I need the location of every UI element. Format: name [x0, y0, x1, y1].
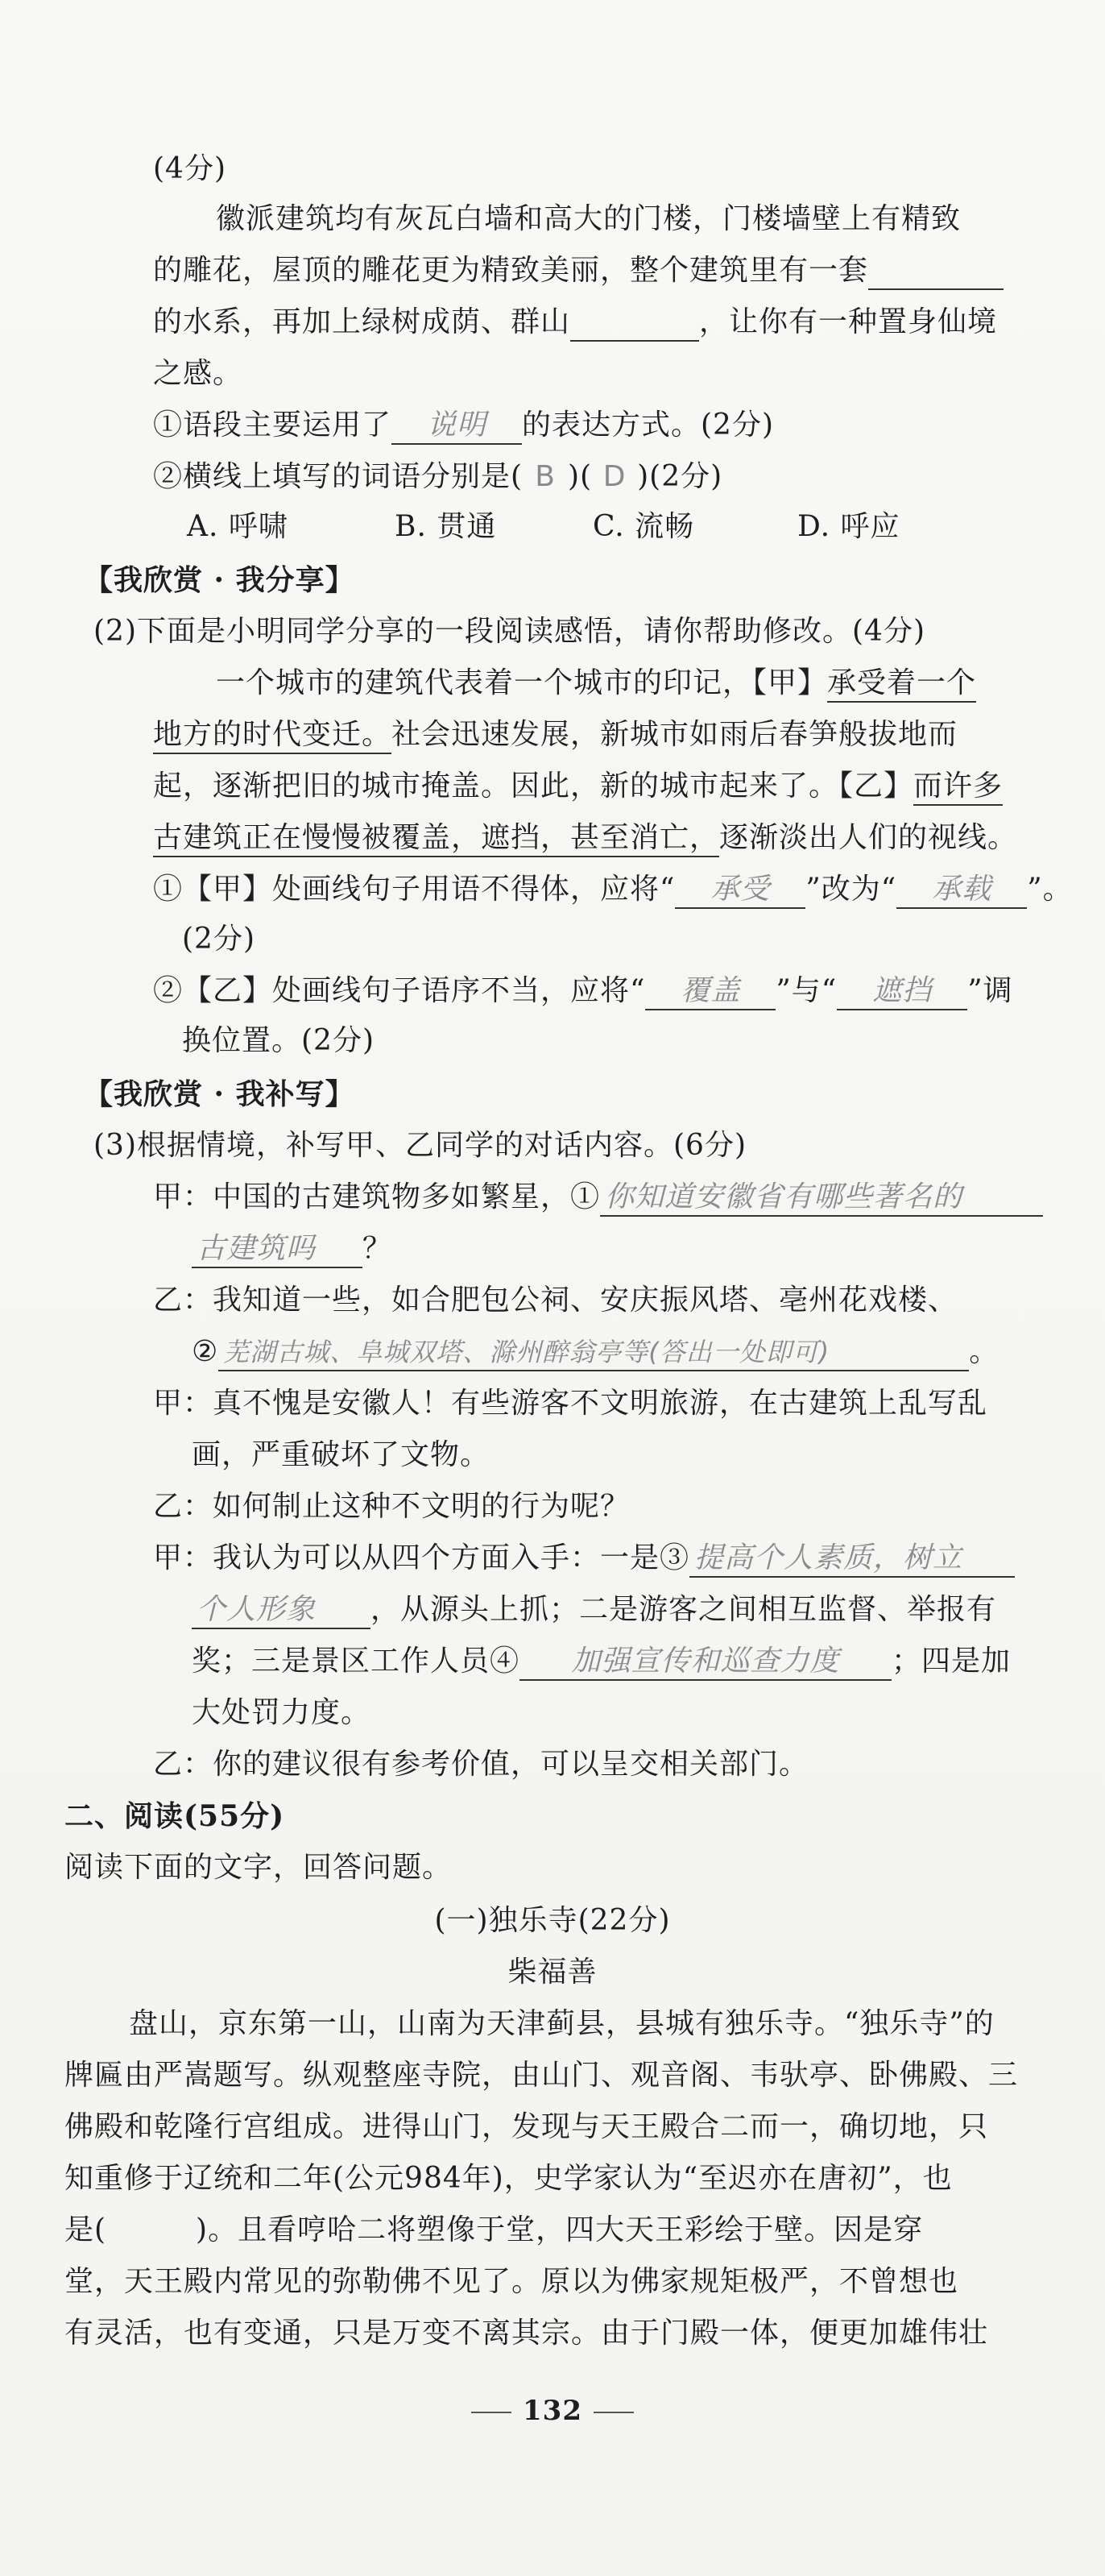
article-line-3: 佛殿和乾隆行宫组成。进得山门，发现与天王殿合二而一，确切地，只 — [64, 2110, 989, 2143]
article-line-2: 牌匾由严嵩题写。纵观整座寺院，由山门、观音阁、韦驮亭、卧佛殿、三 — [64, 2059, 1019, 2092]
option-d: D. 呼应 — [797, 510, 900, 543]
answer-swap-2[interactable]: 遮挡 — [837, 973, 967, 1010]
question-2: ②横线上填写的词语分别是( B )( D )(2分) — [153, 458, 722, 496]
answer-dialog-3b[interactable]: 个人形象 — [192, 1592, 370, 1629]
answer-replace-from[interactable]: 承受 — [675, 872, 805, 909]
passage-line-1: 徽派建筑均有灰瓦白墙和高大的门楼，门楼墙壁上有精致 — [216, 202, 962, 235]
answer-dialog-2[interactable]: 芜湖古城、阜城双塔、滁州醉翁亭等(答出一处即可) — [218, 1334, 969, 1371]
article-line-5: 是( )。且看哼哈二将塑像于堂，四大天王彩绘于壁。因是穿 — [64, 2213, 924, 2246]
dialog-line-5c: 奖；三是景区工作人员④ 加强宣传和巡查力度 ；四是加 — [192, 1642, 1011, 1681]
share-subq-1: ①【甲】处画线句子用语不得体，应将“ 承受 ”改为“ 承载 ”。 — [153, 870, 1073, 909]
answer-expression-mode[interactable]: 说明 — [391, 408, 522, 445]
answer-replace-to[interactable]: 承载 — [896, 872, 1027, 909]
article-line-1: 盘山，京东第一山，山南为天津蓟县，县城有独乐寺。“独乐寺”的 — [129, 2007, 995, 2040]
option-a: A. 呼啸 — [187, 510, 288, 543]
dialog-line-6: 乙：你的建议很有参考价值，可以呈交相关部门。 — [153, 1748, 809, 1781]
score-label: (4分) — [153, 152, 226, 185]
fill-blank-2[interactable] — [570, 308, 699, 342]
answer-dialog-1b[interactable]: 古建筑吗 — [192, 1231, 362, 1268]
article-line-7: 有灵活，也有变通，只是万变不离其宗。由于门殿一体，便更加雄伟壮 — [64, 2317, 989, 2350]
share-subq-1-score: (2分) — [182, 923, 255, 956]
dialog-line-5b: 个人形象 ，从源头上抓；二是游客之间相互监督、举报有 — [192, 1591, 996, 1629]
answer-dialog-1a[interactable]: 你知道安徽省有哪些著名的 — [600, 1180, 1043, 1217]
reading-heading: 二、阅读(55分) — [64, 1799, 285, 1833]
dialog-line-5: 甲：我认为可以从四个方面入手：一是③ 提高个人素质，树立 — [153, 1539, 1015, 1578]
share-passage-line-2: 地方的时代变迁。社会迅速发展，新城市如雨后春笋般拔地而 — [153, 716, 958, 754]
dialog-line-3: 甲：真不愧是安徽人！有些游客不文明旅游，在古建筑上乱写乱 — [153, 1387, 988, 1420]
answer-choice-2[interactable]: D — [602, 460, 627, 493]
passage-line-4: 之感。 — [153, 357, 243, 390]
option-c: C. 流畅 — [593, 510, 695, 543]
option-b: B. 贯通 — [395, 510, 497, 543]
article-line-4: 知重修于辽统和二年(公元984年)，史学家认为“至迟亦在唐初”，也 — [64, 2162, 953, 2195]
dialog-line-1b: 古建筑吗 ？ — [192, 1230, 392, 1268]
dialog-line-3b: 画，严重破坏了文物。 — [192, 1438, 490, 1471]
article-line-6: 堂，天王殿内常见的弥勒佛不见了。原以为佛家规矩极严，不曾想也 — [64, 2265, 959, 2298]
footer-dash-right — [594, 2412, 634, 2413]
share-subq-2: ②【乙】处画线句子语序不当，应将“ 覆盖 ”与“ 遮挡 ”调 — [153, 972, 1013, 1010]
share-heading: 【我欣赏 · 我分享】 — [84, 563, 355, 597]
share-passage-line-1: 一个城市的建筑代表着一个城市的印记，【甲】承受着一个 — [216, 664, 976, 703]
question-1: ①语段主要运用了 说明 的表达方式。(2分) — [153, 406, 774, 445]
dialog-line-1: 甲：中国的古建筑物多如繁星，① 你知道安徽省有哪些著名的 — [153, 1178, 1043, 1217]
answer-dialog-4[interactable]: 加强宣传和巡查力度 — [519, 1644, 892, 1681]
answer-choice-1[interactable]: B — [535, 460, 556, 493]
share-question: (2)下面是小明同学分享的一段阅读感悟，请你帮助修改。(4分) — [93, 615, 925, 648]
reading-instruction: 阅读下面的文字，回答问题。 — [64, 1851, 453, 1884]
share-passage-line-4: 古建筑正在慢慢被覆盖，遮挡，甚至消亡，逐渐淡出人们的视线。 — [153, 819, 1017, 857]
dialog-line-2b: ② 芜湖古城、阜城双塔、滁州醉翁亭等(答出一处即可) 。 — [192, 1333, 999, 1371]
article-author: 柴福善 — [507, 1956, 598, 1989]
supplement-question: (3)根据情境，补写甲、乙同学的对话内容。(6分) — [93, 1129, 747, 1162]
dialog-line-4: 乙：如何制止这种不文明的行为呢？ — [153, 1490, 631, 1523]
page-footer — [0, 2391, 1105, 2430]
share-passage-line-3: 起，逐渐把旧的城市掩盖。因此，新的城市起来了。【乙】而许多 — [153, 767, 1003, 806]
answer-swap-1[interactable]: 覆盖 — [645, 973, 776, 1010]
dialog-line-5d: 大处罚力度。 — [192, 1696, 371, 1729]
supplement-heading: 【我欣赏 · 我补写】 — [84, 1077, 355, 1111]
dialog-line-2: 乙：我知道一些，如合肥包公祠、安庆振风塔、亳州花戏楼、 — [153, 1284, 958, 1317]
answer-dialog-3a[interactable]: 提高个人素质，树立 — [689, 1541, 1015, 1578]
footer-dash-left — [471, 2412, 511, 2413]
passage-line-3: 的水系，再加上绿树成荫、群山 ，让你有一种置身仙境 — [153, 303, 997, 342]
page-number: 132 — [523, 2395, 582, 2427]
passage-line-2: 的雕花，屋顶的雕花更为精致美丽，整个建筑里有一套 — [153, 251, 1004, 290]
share-subq-2-cont: 换位置。(2分) — [182, 1024, 375, 1057]
article-title: (一)独乐寺(22分) — [434, 1904, 671, 1937]
fill-blank-1[interactable] — [868, 256, 1004, 290]
